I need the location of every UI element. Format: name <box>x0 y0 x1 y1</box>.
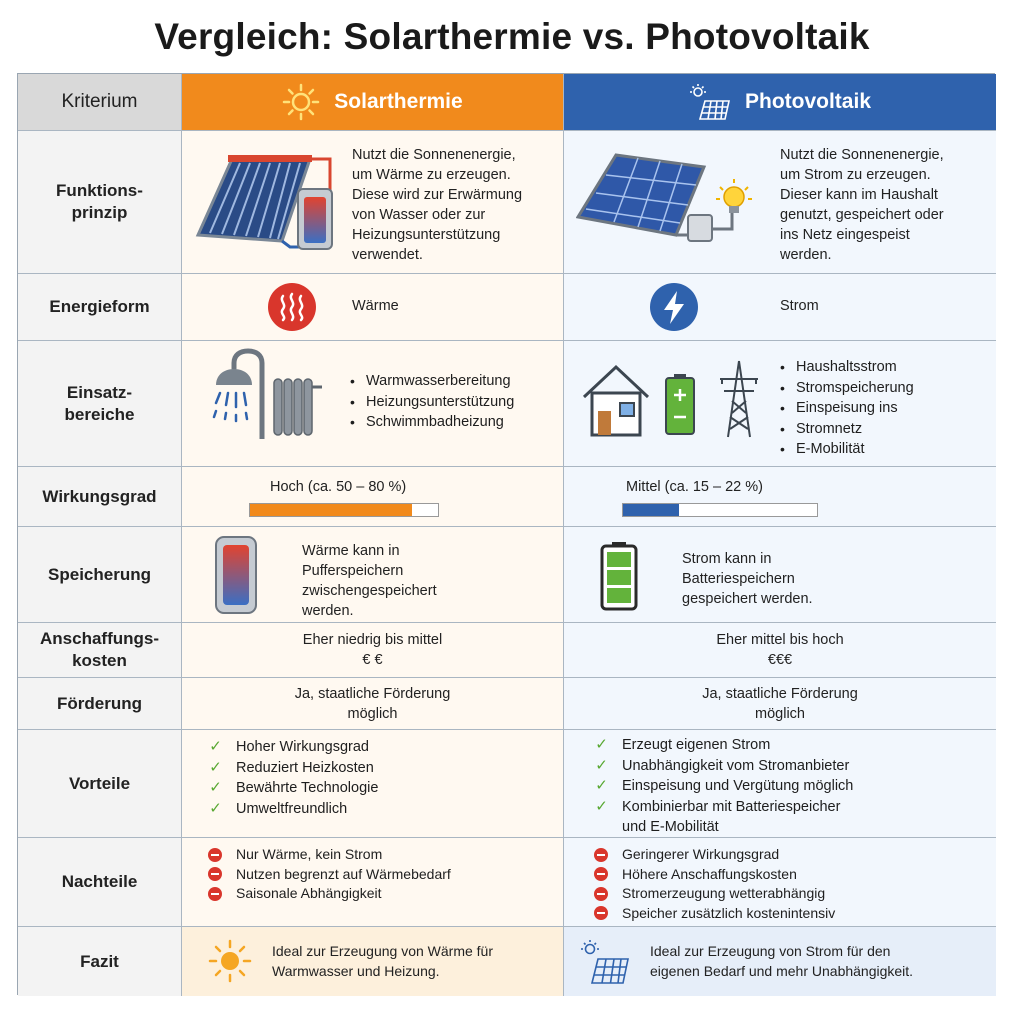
check-icon: ✓ <box>595 756 608 774</box>
st-wirkungsgrad-label: Hoch (ca. 50 – 80 %) <box>270 479 407 495</box>
st-efficiency-bar <box>249 503 439 517</box>
house-icon <box>580 363 652 439</box>
st-fazit <box>182 927 564 996</box>
pv-funktion-text: Nutzt die Sonnenenergie, um Strom zu erzeugen. Dieser kann im Haushalt genutzt, gespeichert oder ins Netz eingespeist werden. <box>780 147 944 263</box>
minus-icon <box>208 867 222 881</box>
pv-vorteile-list <box>594 735 853 838</box>
check-icon: ✓ <box>209 779 222 796</box>
list-item: ✓ Unabhängigkeit vom Stromanbieter <box>594 756 853 777</box>
criterion-label: kosten <box>72 651 127 670</box>
pv-funktionsprinzip <box>564 131 996 274</box>
heat-storage-tank-icon <box>214 535 258 615</box>
st-vorteile <box>182 730 564 838</box>
pv-nachteile <box>564 838 996 927</box>
list-item: ✓ Einspeisung und Vergütung möglich <box>594 776 853 797</box>
criterion-anschaffungskosten <box>18 623 182 678</box>
list-item: • Schwimmbadheizung <box>350 412 514 433</box>
list-item: ✓ Erzeugt eigenen Strom <box>594 735 853 756</box>
header-photovoltaik-label: Photovoltaik <box>744 90 871 113</box>
pv-kosten-text: Eher mittel bis hoch <box>716 632 844 648</box>
pv-wirkungsgrad <box>564 467 996 527</box>
pv-einsatz-list <box>780 357 914 460</box>
pv-speicherung <box>564 527 996 623</box>
list-item: ✓ Umweltfreundlich <box>208 799 378 820</box>
criterion-fazit: Fazit <box>18 927 182 996</box>
st-nachteile <box>182 838 564 927</box>
list-item: ✓ Bewährte Technologie <box>208 778 378 799</box>
battery-full-icon <box>600 541 638 611</box>
st-foerderung-line: möglich <box>347 705 398 722</box>
list-item: • Stromnetz <box>780 419 914 440</box>
st-energieform <box>182 274 564 341</box>
check-icon: ✓ <box>209 758 222 776</box>
criterion-label: bereiche <box>64 404 135 424</box>
st-einsatzbereiche <box>182 341 564 467</box>
power-pylon-icon <box>714 359 764 439</box>
st-einsatz-list <box>350 371 514 433</box>
st-kosten <box>182 623 564 678</box>
pv-wirkungsgrad-label: Mittel (ca. 15 – 22 %) <box>626 479 763 495</box>
st-vorteile-list <box>208 737 378 819</box>
pv-fazit <box>564 927 996 996</box>
heat-icon <box>267 282 317 332</box>
st-nachteile-list <box>208 845 451 904</box>
solar-panel-icon <box>689 83 731 121</box>
criterion-speicherung: Speicherung <box>18 527 182 623</box>
solar-panel-icon <box>580 939 630 985</box>
list-item: • Warmwasserbereitung <box>350 371 514 392</box>
criterion-wirkungsgrad: Wirkungsgrad <box>18 467 182 527</box>
st-energieform-text: Wärme <box>352 298 399 314</box>
sun-icon <box>208 939 252 983</box>
criterion-vorteile: Vorteile <box>18 730 182 838</box>
list-item: • Einspeisung ins <box>780 398 914 419</box>
list-item: • Heizungsunterstützung <box>350 392 514 413</box>
list-item: Nutzen begrenzt auf Wärmebedarf <box>208 865 451 885</box>
st-efficiency-fill <box>250 504 412 516</box>
st-foerderung-line: Ja, staatliche Förderung <box>294 685 451 702</box>
st-kosten-symbol: € € <box>362 652 383 668</box>
pv-energieform-text: Strom <box>780 298 819 314</box>
radiator-icon <box>270 375 324 439</box>
check-icon: ✓ <box>209 738 222 755</box>
criterion-label: Anschaffungs- <box>40 629 159 648</box>
pv-foerderung-line: möglich <box>755 705 805 722</box>
check-icon: ✓ <box>595 797 608 815</box>
check-icon: ✓ <box>595 736 608 753</box>
st-wirkungsgrad <box>182 467 564 527</box>
header-photovoltaik <box>564 74 996 131</box>
list-item: Saisonale Abhängigkeit <box>208 884 451 904</box>
criterion-energieform: Energieform <box>18 274 182 341</box>
pv-nachteile-list <box>594 845 835 923</box>
minus-icon <box>208 848 222 862</box>
list-item: Stromerzeugung wetterabhängig <box>594 884 835 904</box>
minus-icon <box>594 867 608 881</box>
pv-kosten-symbol: €€€ <box>767 652 793 668</box>
pv-foerderung <box>564 678 996 730</box>
pv-efficiency-bar <box>622 503 818 517</box>
sun-icon <box>282 83 320 121</box>
criterion-label: Funktions- <box>56 181 143 200</box>
criterion-foerderung: Förderung <box>18 678 182 730</box>
pv-fazit-text: Ideal zur Erzeugung von Strom für den eigenen Bedarf und mehr Unabhängigkeit. <box>650 943 914 979</box>
pv-vorteile <box>564 730 996 838</box>
criterion-einsatzbereiche <box>18 341 182 467</box>
minus-icon <box>594 887 608 901</box>
list-item: • Haushaltsstrom <box>780 357 914 378</box>
pv-einsatzbereiche <box>564 341 996 467</box>
list-item: ✓ Reduziert Heizkosten <box>208 758 378 779</box>
minus-icon <box>594 848 608 862</box>
pv-kosten <box>564 623 996 678</box>
check-icon: ✓ <box>595 777 608 794</box>
st-foerderung <box>182 678 564 730</box>
st-fazit-text: Ideal zur Erzeugung von Wärme für Warmwasser und Heizung. <box>272 943 493 979</box>
header-solarthermie-label: Solarthermie <box>334 90 463 113</box>
criterion-label: Einsatz- <box>66 382 133 402</box>
criterion-nachteile: Nachteile <box>18 838 182 927</box>
pv-energieform <box>564 274 996 341</box>
list-item: Speicher zusätzlich kostenintensiv <box>594 904 835 924</box>
st-speicherung <box>182 527 564 623</box>
header-kriterium: Kriterium <box>18 74 182 131</box>
list-item: Höhere Anschaffungskosten <box>594 865 835 885</box>
st-kosten-text: Eher niedrig bis mittel <box>302 632 443 648</box>
check-icon: ✓ <box>209 799 222 817</box>
criterion-funktionsprinzip <box>18 131 182 274</box>
page-title: Vergleich: Solarthermie vs. Photovoltaik <box>154 16 870 57</box>
solar-collector-icon <box>190 151 340 261</box>
list-item: • Stromspeicherung <box>780 378 914 399</box>
pv-foerderung-line: Ja, staatliche Förderung <box>702 685 858 702</box>
list-item: ✓ Hoher Wirkungsgrad <box>208 737 378 758</box>
minus-icon <box>594 906 608 920</box>
list-item: • E-Mobilität <box>780 439 914 460</box>
criterion-label: prinzip <box>71 203 128 222</box>
pv-panel-icon <box>576 153 766 253</box>
battery-icon <box>664 373 696 437</box>
comparison-table <box>17 73 995 995</box>
list-item: ✓ Kombinierbar mit Batteriespeicher <box>594 797 853 818</box>
pv-speicherung-text: Strom kann in Batteriespeichern gespeichert werden. <box>682 551 813 607</box>
header-solarthermie <box>182 74 564 131</box>
lightning-icon <box>649 282 699 332</box>
pv-efficiency-fill <box>623 504 679 516</box>
list-item: Nur Wärme, kein Strom <box>208 845 451 865</box>
st-speicherung-text: Wärme kann in Pufferspeichern zwischengespeichert werden. <box>302 543 437 619</box>
list-item: und E-Mobilität <box>622 819 719 835</box>
minus-icon <box>208 887 222 901</box>
st-funktion-text: Nutzt die Sonnenenergie, um Wärme zu erzeugen. Diese wird zur Erwärmung von Wasser oder zur Heizungsunterstützung verwendet. <box>352 147 523 263</box>
st-funktionsprinzip <box>182 131 564 274</box>
list-item: Geringerer Wirkungsgrad <box>594 845 835 865</box>
